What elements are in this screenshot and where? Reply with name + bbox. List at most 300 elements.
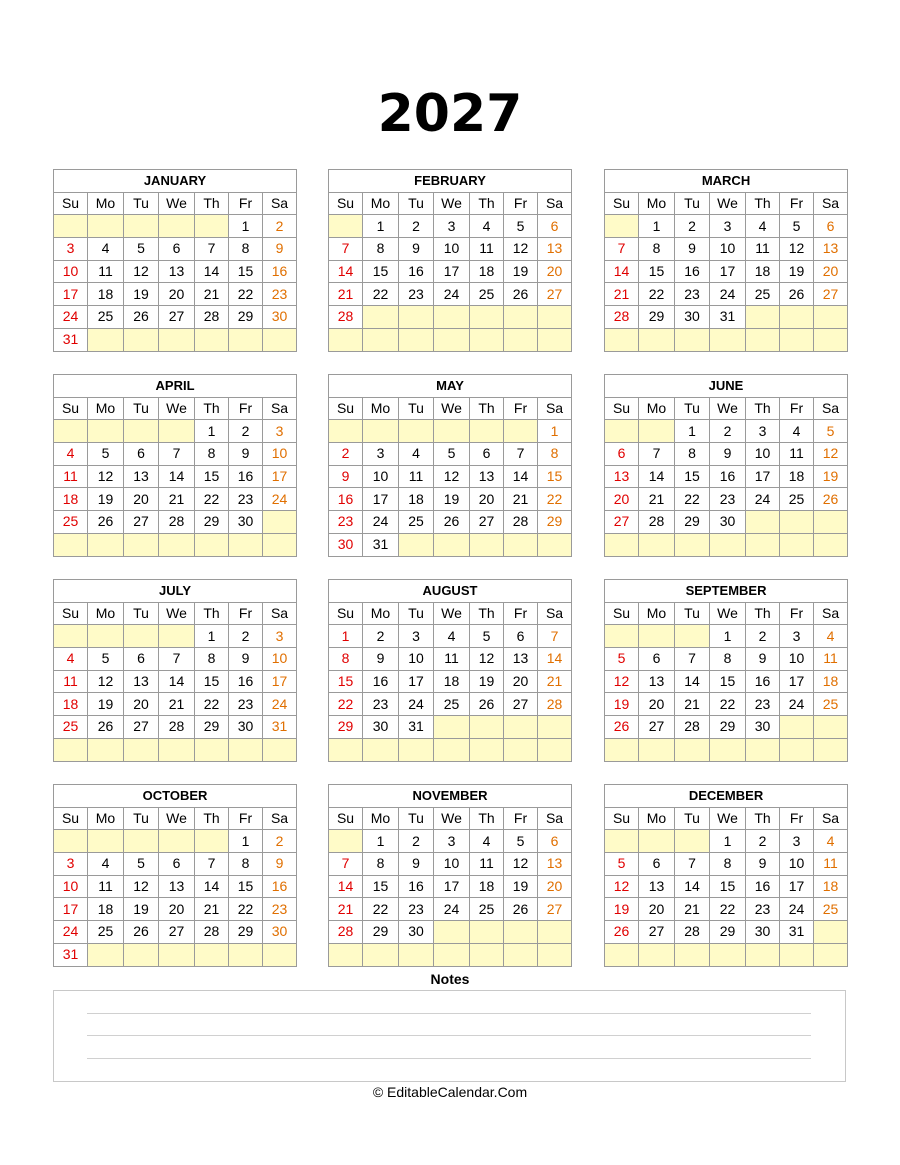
day-cell[interactable]: 18 bbox=[434, 670, 470, 693]
day-cell[interactable]: 4 bbox=[399, 443, 434, 466]
day-cell[interactable]: 28 bbox=[605, 306, 639, 329]
day-cell[interactable]: 11 bbox=[814, 648, 848, 671]
day-cell[interactable]: 12 bbox=[814, 443, 848, 466]
day-cell[interactable]: 29 bbox=[229, 306, 263, 329]
day-cell[interactable]: 30 bbox=[746, 921, 780, 944]
day-cell[interactable]: 4 bbox=[780, 420, 814, 443]
day-cell[interactable]: 19 bbox=[124, 283, 159, 306]
day-cell[interactable]: 5 bbox=[124, 238, 159, 261]
day-cell[interactable]: 30 bbox=[263, 306, 297, 329]
day-cell[interactable]: 12 bbox=[780, 238, 814, 261]
day-cell[interactable]: 21 bbox=[675, 693, 710, 716]
day-cell[interactable]: 9 bbox=[329, 465, 363, 488]
day-cell[interactable]: 11 bbox=[399, 465, 434, 488]
day-cell[interactable]: 17 bbox=[54, 898, 88, 921]
day-cell[interactable]: 7 bbox=[675, 648, 710, 671]
day-cell[interactable]: 1 bbox=[329, 625, 363, 648]
day-cell[interactable]: 27 bbox=[639, 921, 675, 944]
day-cell[interactable]: 15 bbox=[639, 260, 675, 283]
day-cell[interactable]: 21 bbox=[329, 283, 363, 306]
day-cell[interactable]: 6 bbox=[814, 215, 848, 238]
day-cell[interactable]: 23 bbox=[399, 898, 434, 921]
day-cell[interactable]: 13 bbox=[538, 238, 572, 261]
day-cell[interactable]: 21 bbox=[159, 488, 195, 511]
day-cell[interactable]: 13 bbox=[159, 260, 195, 283]
day-cell[interactable]: 28 bbox=[159, 716, 195, 739]
day-cell[interactable]: 23 bbox=[675, 283, 710, 306]
day-cell[interactable]: 25 bbox=[434, 693, 470, 716]
day-cell[interactable]: 23 bbox=[229, 488, 263, 511]
day-cell[interactable]: 10 bbox=[263, 443, 297, 466]
day-cell[interactable]: 9 bbox=[263, 853, 297, 876]
day-cell[interactable]: 7 bbox=[159, 443, 195, 466]
day-cell[interactable]: 2 bbox=[399, 830, 434, 853]
day-cell[interactable]: 30 bbox=[399, 921, 434, 944]
day-cell[interactable]: 7 bbox=[639, 443, 675, 466]
day-cell[interactable]: 30 bbox=[710, 511, 746, 534]
day-cell[interactable]: 17 bbox=[434, 260, 470, 283]
day-cell[interactable]: 9 bbox=[363, 648, 399, 671]
day-cell[interactable]: 5 bbox=[124, 853, 159, 876]
day-cell[interactable]: 3 bbox=[263, 420, 297, 443]
day-cell[interactable]: 21 bbox=[195, 898, 229, 921]
day-cell[interactable]: 7 bbox=[605, 238, 639, 261]
day-cell[interactable]: 1 bbox=[229, 830, 263, 853]
day-cell[interactable]: 22 bbox=[639, 283, 675, 306]
day-cell[interactable]: 25 bbox=[88, 921, 124, 944]
day-cell[interactable]: 23 bbox=[229, 693, 263, 716]
day-cell[interactable]: 12 bbox=[504, 238, 538, 261]
day-cell[interactable]: 7 bbox=[159, 648, 195, 671]
day-cell[interactable]: 1 bbox=[363, 830, 399, 853]
day-cell[interactable]: 27 bbox=[159, 921, 195, 944]
day-cell[interactable]: 1 bbox=[710, 625, 746, 648]
day-cell[interactable]: 18 bbox=[54, 693, 88, 716]
day-cell[interactable]: 11 bbox=[54, 670, 88, 693]
day-cell[interactable]: 2 bbox=[229, 420, 263, 443]
day-cell[interactable]: 30 bbox=[363, 716, 399, 739]
day-cell[interactable]: 26 bbox=[88, 716, 124, 739]
day-cell[interactable]: 17 bbox=[434, 875, 470, 898]
day-cell[interactable]: 18 bbox=[399, 488, 434, 511]
day-cell[interactable]: 8 bbox=[229, 853, 263, 876]
day-cell[interactable]: 15 bbox=[363, 260, 399, 283]
day-cell[interactable]: 13 bbox=[538, 853, 572, 876]
day-cell[interactable]: 17 bbox=[710, 260, 746, 283]
day-cell[interactable]: 31 bbox=[54, 943, 88, 966]
day-cell[interactable]: 10 bbox=[780, 853, 814, 876]
day-cell[interactable]: 6 bbox=[605, 443, 639, 466]
day-cell[interactable]: 4 bbox=[814, 625, 848, 648]
day-cell[interactable]: 4 bbox=[814, 830, 848, 853]
day-cell[interactable]: 10 bbox=[710, 238, 746, 261]
day-cell[interactable]: 2 bbox=[263, 215, 297, 238]
day-cell[interactable]: 22 bbox=[229, 898, 263, 921]
day-cell[interactable]: 26 bbox=[124, 306, 159, 329]
day-cell[interactable]: 6 bbox=[124, 443, 159, 466]
day-cell[interactable]: 26 bbox=[605, 921, 639, 944]
day-cell[interactable]: 23 bbox=[710, 488, 746, 511]
day-cell[interactable]: 18 bbox=[470, 875, 504, 898]
day-cell[interactable]: 6 bbox=[639, 648, 675, 671]
day-cell[interactable]: 8 bbox=[195, 648, 229, 671]
day-cell[interactable]: 19 bbox=[434, 488, 470, 511]
day-cell[interactable]: 13 bbox=[639, 670, 675, 693]
day-cell[interactable]: 14 bbox=[538, 648, 572, 671]
day-cell[interactable]: 26 bbox=[88, 511, 124, 534]
day-cell[interactable]: 3 bbox=[54, 853, 88, 876]
day-cell[interactable]: 21 bbox=[675, 898, 710, 921]
day-cell[interactable]: 29 bbox=[329, 716, 363, 739]
day-cell[interactable]: 4 bbox=[88, 238, 124, 261]
day-cell[interactable]: 3 bbox=[363, 443, 399, 466]
day-cell[interactable]: 24 bbox=[263, 488, 297, 511]
day-cell[interactable]: 15 bbox=[329, 670, 363, 693]
day-cell[interactable]: 18 bbox=[88, 898, 124, 921]
day-cell[interactable]: 5 bbox=[434, 443, 470, 466]
day-cell[interactable]: 16 bbox=[263, 260, 297, 283]
day-cell[interactable]: 4 bbox=[88, 853, 124, 876]
notes-box[interactable] bbox=[53, 990, 846, 1082]
day-cell[interactable]: 3 bbox=[434, 830, 470, 853]
day-cell[interactable]: 22 bbox=[675, 488, 710, 511]
day-cell[interactable]: 29 bbox=[675, 511, 710, 534]
day-cell[interactable]: 5 bbox=[470, 625, 504, 648]
day-cell[interactable]: 30 bbox=[329, 533, 363, 556]
day-cell[interactable]: 14 bbox=[159, 670, 195, 693]
day-cell[interactable]: 16 bbox=[746, 670, 780, 693]
day-cell[interactable]: 23 bbox=[363, 693, 399, 716]
day-cell[interactable]: 1 bbox=[195, 625, 229, 648]
day-cell[interactable]: 21 bbox=[329, 898, 363, 921]
day-cell[interactable]: 3 bbox=[263, 625, 297, 648]
day-cell[interactable]: 28 bbox=[159, 511, 195, 534]
day-cell[interactable]: 24 bbox=[780, 693, 814, 716]
day-cell[interactable]: 22 bbox=[710, 693, 746, 716]
day-cell[interactable]: 15 bbox=[710, 670, 746, 693]
day-cell[interactable]: 1 bbox=[229, 215, 263, 238]
day-cell[interactable]: 24 bbox=[363, 511, 399, 534]
day-cell[interactable]: 26 bbox=[504, 898, 538, 921]
day-cell[interactable]: 24 bbox=[54, 306, 88, 329]
day-cell[interactable]: 7 bbox=[329, 853, 363, 876]
day-cell[interactable]: 7 bbox=[675, 853, 710, 876]
day-cell[interactable]: 27 bbox=[538, 283, 572, 306]
day-cell[interactable]: 8 bbox=[710, 853, 746, 876]
day-cell[interactable]: 25 bbox=[399, 511, 434, 534]
day-cell[interactable]: 20 bbox=[605, 488, 639, 511]
day-cell[interactable]: 10 bbox=[263, 648, 297, 671]
day-cell[interactable]: 17 bbox=[780, 875, 814, 898]
day-cell[interactable]: 22 bbox=[195, 488, 229, 511]
day-cell[interactable]: 14 bbox=[639, 465, 675, 488]
day-cell[interactable]: 24 bbox=[434, 898, 470, 921]
day-cell[interactable]: 28 bbox=[639, 511, 675, 534]
day-cell[interactable]: 28 bbox=[504, 511, 538, 534]
day-cell[interactable]: 8 bbox=[363, 238, 399, 261]
day-cell[interactable]: 7 bbox=[538, 625, 572, 648]
day-cell[interactable]: 30 bbox=[263, 921, 297, 944]
day-cell[interactable]: 19 bbox=[504, 875, 538, 898]
day-cell[interactable]: 5 bbox=[814, 420, 848, 443]
day-cell[interactable]: 11 bbox=[814, 853, 848, 876]
day-cell[interactable]: 9 bbox=[746, 853, 780, 876]
day-cell[interactable]: 25 bbox=[470, 283, 504, 306]
day-cell[interactable]: 16 bbox=[399, 260, 434, 283]
day-cell[interactable]: 17 bbox=[780, 670, 814, 693]
day-cell[interactable]: 29 bbox=[363, 921, 399, 944]
day-cell[interactable]: 9 bbox=[399, 238, 434, 261]
day-cell[interactable]: 5 bbox=[605, 648, 639, 671]
day-cell[interactable]: 26 bbox=[470, 693, 504, 716]
day-cell[interactable]: 18 bbox=[470, 260, 504, 283]
day-cell[interactable]: 19 bbox=[605, 693, 639, 716]
day-cell[interactable]: 16 bbox=[329, 488, 363, 511]
day-cell[interactable]: 16 bbox=[746, 875, 780, 898]
day-cell[interactable]: 6 bbox=[159, 853, 195, 876]
day-cell[interactable]: 9 bbox=[675, 238, 710, 261]
day-cell[interactable]: 2 bbox=[263, 830, 297, 853]
day-cell[interactable]: 24 bbox=[399, 693, 434, 716]
day-cell[interactable]: 20 bbox=[124, 693, 159, 716]
day-cell[interactable]: 28 bbox=[329, 921, 363, 944]
day-cell[interactable]: 30 bbox=[229, 716, 263, 739]
day-cell[interactable]: 30 bbox=[746, 716, 780, 739]
day-cell[interactable]: 4 bbox=[470, 830, 504, 853]
day-cell[interactable]: 30 bbox=[675, 306, 710, 329]
day-cell[interactable]: 25 bbox=[780, 488, 814, 511]
day-cell[interactable]: 16 bbox=[263, 875, 297, 898]
day-cell[interactable]: 19 bbox=[88, 693, 124, 716]
day-cell[interactable]: 21 bbox=[538, 670, 572, 693]
day-cell[interactable]: 22 bbox=[710, 898, 746, 921]
day-cell[interactable]: 20 bbox=[470, 488, 504, 511]
day-cell[interactable]: 12 bbox=[88, 670, 124, 693]
day-cell[interactable]: 19 bbox=[470, 670, 504, 693]
day-cell[interactable]: 4 bbox=[470, 215, 504, 238]
day-cell[interactable]: 12 bbox=[124, 875, 159, 898]
day-cell[interactable]: 3 bbox=[434, 215, 470, 238]
day-cell[interactable]: 13 bbox=[470, 465, 504, 488]
day-cell[interactable]: 2 bbox=[710, 420, 746, 443]
day-cell[interactable]: 8 bbox=[363, 853, 399, 876]
day-cell[interactable]: 24 bbox=[746, 488, 780, 511]
day-cell[interactable]: 8 bbox=[229, 238, 263, 261]
day-cell[interactable]: 16 bbox=[710, 465, 746, 488]
day-cell[interactable]: 23 bbox=[746, 693, 780, 716]
day-cell[interactable]: 24 bbox=[710, 283, 746, 306]
day-cell[interactable]: 13 bbox=[124, 465, 159, 488]
day-cell[interactable]: 18 bbox=[814, 670, 848, 693]
day-cell[interactable]: 14 bbox=[605, 260, 639, 283]
day-cell[interactable]: 5 bbox=[780, 215, 814, 238]
day-cell[interactable]: 25 bbox=[470, 898, 504, 921]
day-cell[interactable]: 27 bbox=[814, 283, 848, 306]
day-cell[interactable]: 24 bbox=[434, 283, 470, 306]
day-cell[interactable]: 21 bbox=[159, 693, 195, 716]
day-cell[interactable]: 19 bbox=[780, 260, 814, 283]
day-cell[interactable]: 14 bbox=[675, 670, 710, 693]
day-cell[interactable]: 16 bbox=[675, 260, 710, 283]
day-cell[interactable]: 8 bbox=[538, 443, 572, 466]
day-cell[interactable]: 18 bbox=[746, 260, 780, 283]
day-cell[interactable]: 17 bbox=[263, 670, 297, 693]
day-cell[interactable]: 31 bbox=[263, 716, 297, 739]
day-cell[interactable]: 27 bbox=[124, 716, 159, 739]
day-cell[interactable]: 11 bbox=[88, 260, 124, 283]
day-cell[interactable]: 14 bbox=[195, 875, 229, 898]
day-cell[interactable]: 15 bbox=[229, 260, 263, 283]
day-cell[interactable]: 23 bbox=[746, 898, 780, 921]
day-cell[interactable]: 24 bbox=[263, 693, 297, 716]
day-cell[interactable]: 12 bbox=[88, 465, 124, 488]
day-cell[interactable]: 12 bbox=[434, 465, 470, 488]
day-cell[interactable]: 29 bbox=[710, 716, 746, 739]
day-cell[interactable]: 16 bbox=[363, 670, 399, 693]
day-cell[interactable]: 31 bbox=[363, 533, 399, 556]
day-cell[interactable]: 6 bbox=[159, 238, 195, 261]
day-cell[interactable]: 8 bbox=[710, 648, 746, 671]
day-cell[interactable]: 26 bbox=[814, 488, 848, 511]
day-cell[interactable]: 20 bbox=[159, 898, 195, 921]
day-cell[interactable]: 13 bbox=[124, 670, 159, 693]
day-cell[interactable]: 31 bbox=[399, 716, 434, 739]
day-cell[interactable]: 8 bbox=[675, 443, 710, 466]
day-cell[interactable]: 2 bbox=[399, 215, 434, 238]
day-cell[interactable]: 8 bbox=[329, 648, 363, 671]
day-cell[interactable]: 7 bbox=[329, 238, 363, 261]
day-cell[interactable]: 20 bbox=[639, 898, 675, 921]
day-cell[interactable]: 27 bbox=[470, 511, 504, 534]
day-cell[interactable]: 25 bbox=[814, 693, 848, 716]
day-cell[interactable]: 20 bbox=[124, 488, 159, 511]
day-cell[interactable]: 1 bbox=[675, 420, 710, 443]
day-cell[interactable]: 27 bbox=[159, 306, 195, 329]
day-cell[interactable]: 31 bbox=[710, 306, 746, 329]
day-cell[interactable]: 10 bbox=[434, 853, 470, 876]
day-cell[interactable]: 4 bbox=[54, 443, 88, 466]
day-cell[interactable]: 30 bbox=[229, 511, 263, 534]
day-cell[interactable]: 14 bbox=[504, 465, 538, 488]
day-cell[interactable]: 11 bbox=[470, 238, 504, 261]
day-cell[interactable]: 11 bbox=[88, 875, 124, 898]
day-cell[interactable]: 11 bbox=[470, 853, 504, 876]
day-cell[interactable]: 3 bbox=[54, 238, 88, 261]
day-cell[interactable]: 15 bbox=[195, 670, 229, 693]
day-cell[interactable]: 9 bbox=[229, 648, 263, 671]
day-cell[interactable]: 3 bbox=[710, 215, 746, 238]
day-cell[interactable]: 19 bbox=[814, 465, 848, 488]
day-cell[interactable]: 6 bbox=[124, 648, 159, 671]
day-cell[interactable]: 6 bbox=[538, 215, 572, 238]
day-cell[interactable]: 2 bbox=[229, 625, 263, 648]
day-cell[interactable]: 16 bbox=[229, 465, 263, 488]
day-cell[interactable]: 17 bbox=[399, 670, 434, 693]
day-cell[interactable]: 29 bbox=[710, 921, 746, 944]
day-cell[interactable]: 19 bbox=[504, 260, 538, 283]
day-cell[interactable]: 8 bbox=[195, 443, 229, 466]
day-cell[interactable]: 21 bbox=[639, 488, 675, 511]
day-cell[interactable]: 23 bbox=[329, 511, 363, 534]
day-cell[interactable]: 5 bbox=[88, 443, 124, 466]
day-cell[interactable]: 15 bbox=[229, 875, 263, 898]
day-cell[interactable]: 20 bbox=[639, 693, 675, 716]
day-cell[interactable]: 6 bbox=[504, 625, 538, 648]
day-cell[interactable]: 9 bbox=[263, 238, 297, 261]
day-cell[interactable]: 31 bbox=[54, 328, 88, 351]
day-cell[interactable]: 20 bbox=[814, 260, 848, 283]
day-cell[interactable]: 14 bbox=[675, 875, 710, 898]
day-cell[interactable]: 13 bbox=[159, 875, 195, 898]
day-cell[interactable]: 11 bbox=[780, 443, 814, 466]
day-cell[interactable]: 6 bbox=[470, 443, 504, 466]
day-cell[interactable]: 28 bbox=[195, 306, 229, 329]
day-cell[interactable]: 14 bbox=[195, 260, 229, 283]
day-cell[interactable]: 4 bbox=[434, 625, 470, 648]
day-cell[interactable]: 4 bbox=[54, 648, 88, 671]
day-cell[interactable]: 31 bbox=[780, 921, 814, 944]
day-cell[interactable]: 3 bbox=[399, 625, 434, 648]
day-cell[interactable]: 10 bbox=[434, 238, 470, 261]
day-cell[interactable]: 2 bbox=[675, 215, 710, 238]
day-cell[interactable]: 11 bbox=[746, 238, 780, 261]
day-cell[interactable]: 12 bbox=[605, 670, 639, 693]
day-cell[interactable]: 3 bbox=[746, 420, 780, 443]
day-cell[interactable]: 24 bbox=[54, 921, 88, 944]
day-cell[interactable]: 1 bbox=[363, 215, 399, 238]
day-cell[interactable]: 8 bbox=[639, 238, 675, 261]
day-cell[interactable]: 15 bbox=[675, 465, 710, 488]
day-cell[interactable]: 17 bbox=[54, 283, 88, 306]
day-cell[interactable]: 26 bbox=[124, 921, 159, 944]
day-cell[interactable]: 10 bbox=[54, 875, 88, 898]
day-cell[interactable]: 27 bbox=[639, 716, 675, 739]
day-cell[interactable]: 26 bbox=[504, 283, 538, 306]
day-cell[interactable]: 10 bbox=[746, 443, 780, 466]
day-cell[interactable]: 22 bbox=[363, 283, 399, 306]
day-cell[interactable]: 19 bbox=[88, 488, 124, 511]
day-cell[interactable]: 15 bbox=[195, 465, 229, 488]
day-cell[interactable]: 26 bbox=[605, 716, 639, 739]
day-cell[interactable]: 1 bbox=[710, 830, 746, 853]
day-cell[interactable]: 22 bbox=[538, 488, 572, 511]
day-cell[interactable]: 14 bbox=[159, 465, 195, 488]
day-cell[interactable]: 10 bbox=[54, 260, 88, 283]
day-cell[interactable]: 27 bbox=[124, 511, 159, 534]
day-cell[interactable]: 12 bbox=[470, 648, 504, 671]
day-cell[interactable]: 13 bbox=[605, 465, 639, 488]
day-cell[interactable]: 5 bbox=[605, 853, 639, 876]
day-cell[interactable]: 10 bbox=[363, 465, 399, 488]
day-cell[interactable]: 28 bbox=[195, 921, 229, 944]
day-cell[interactable]: 9 bbox=[710, 443, 746, 466]
day-cell[interactable]: 2 bbox=[329, 443, 363, 466]
day-cell[interactable]: 22 bbox=[195, 693, 229, 716]
day-cell[interactable]: 25 bbox=[814, 898, 848, 921]
day-cell[interactable]: 3 bbox=[780, 830, 814, 853]
day-cell[interactable]: 13 bbox=[504, 648, 538, 671]
day-cell[interactable]: 20 bbox=[538, 875, 572, 898]
day-cell[interactable]: 14 bbox=[329, 875, 363, 898]
day-cell[interactable]: 22 bbox=[229, 283, 263, 306]
day-cell[interactable]: 20 bbox=[504, 670, 538, 693]
day-cell[interactable]: 5 bbox=[504, 830, 538, 853]
day-cell[interactable]: 25 bbox=[88, 306, 124, 329]
day-cell[interactable]: 15 bbox=[710, 875, 746, 898]
day-cell[interactable]: 26 bbox=[780, 283, 814, 306]
day-cell[interactable]: 11 bbox=[54, 465, 88, 488]
day-cell[interactable]: 20 bbox=[159, 283, 195, 306]
